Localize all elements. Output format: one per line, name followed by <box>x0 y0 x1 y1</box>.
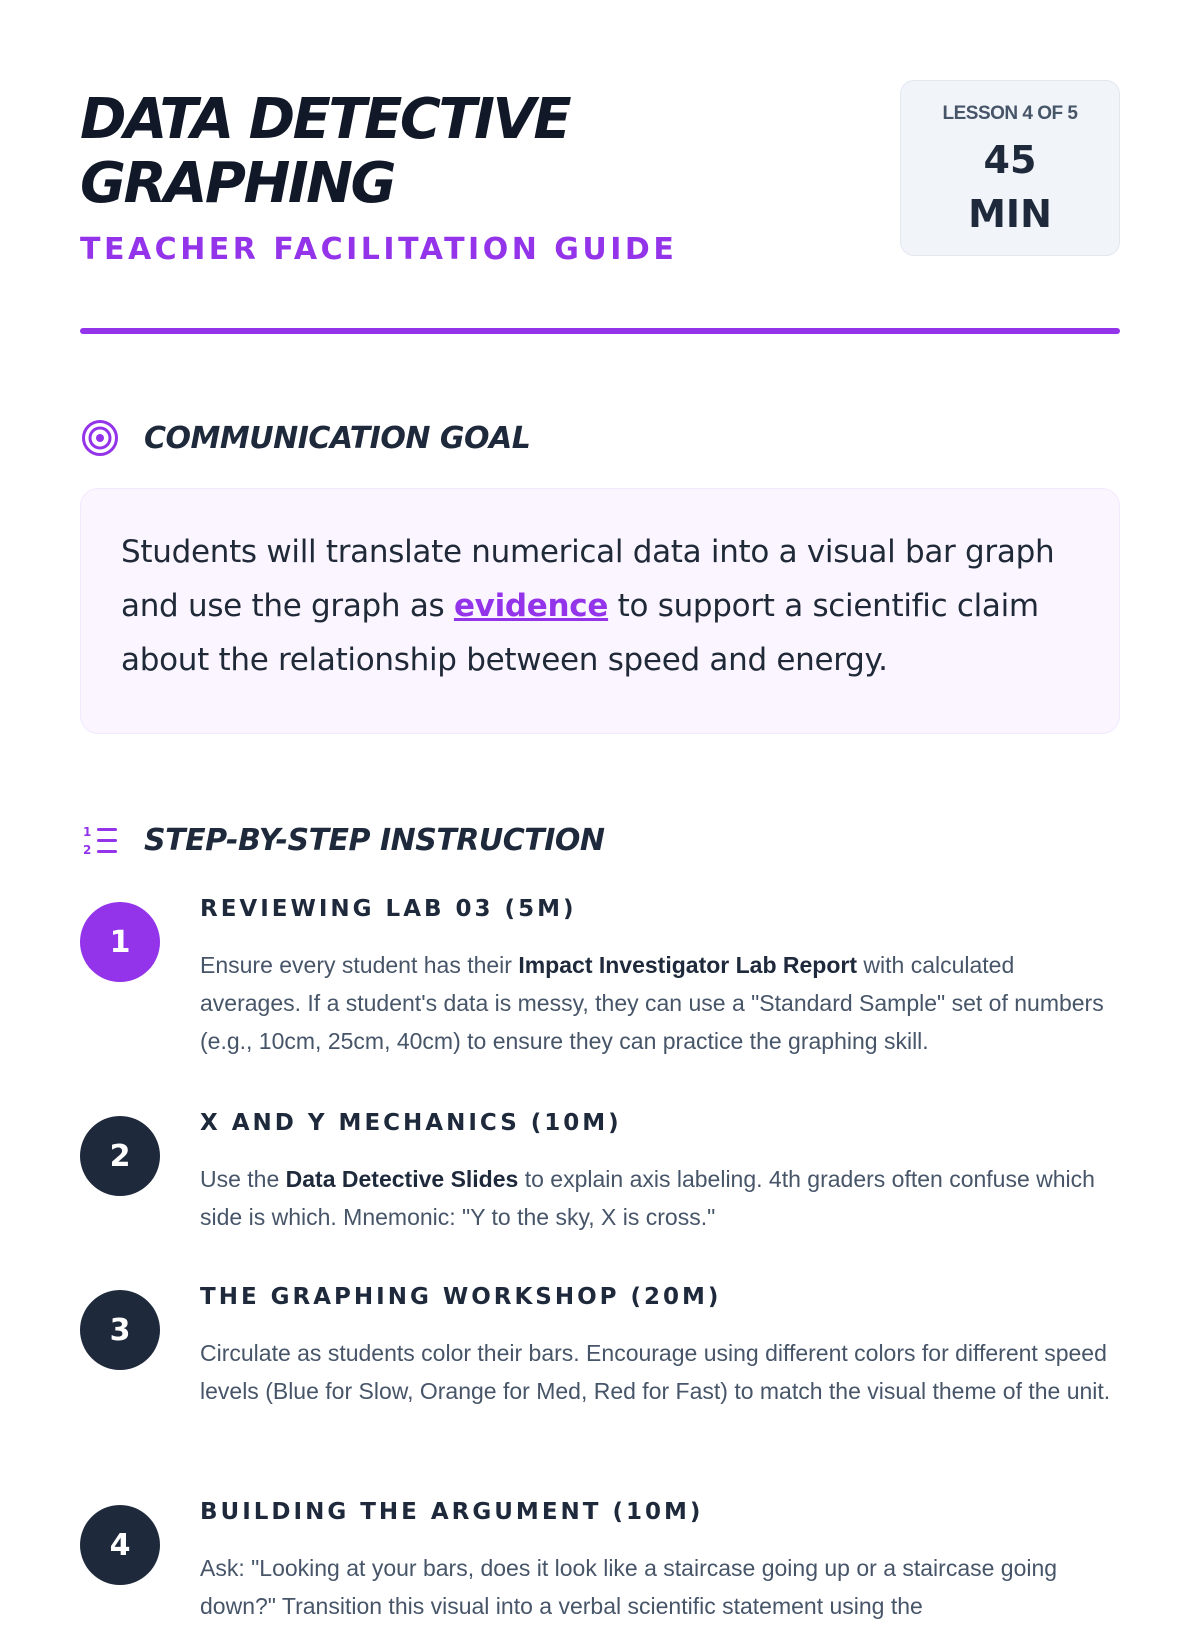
page-title-line-2: GRAPHING <box>80 151 395 216</box>
duration-unit: MIN <box>968 192 1052 236</box>
step-title: THE GRAPHING WORKSHOP (20M) <box>200 1284 722 1310</box>
duration-value: 45 <box>983 138 1037 182</box>
svg-text:2: 2 <box>83 843 92 857</box>
step-body-text: Circulate as students color their bars. Encourage using different colors for different speed levels (Blue for Slow, Orange for Med, Red for Fast) to match the visual theme of the unit. <box>200 1340 1111 1404</box>
step-body <box>200 1334 1120 1410</box>
step-item-2 <box>80 1110 1120 1246</box>
step-body-text: with calculated averages. If a student's data is messy, they can use a "Standard Sample" set of numbers (e.g., 10cm, 25cm, 40cm) to ensure they can practice the graphing skill. <box>200 952 1104 1054</box>
step-title: BUILDING THE ARGUMENT (10M) <box>200 1499 704 1525</box>
step-body-text: to explain axis labeling. 4th graders often confuse which side is which. Mnemonic: "Y to the sky, X is cross." <box>200 1166 1095 1230</box>
slides-resource: Data Detective Slides <box>285 1166 519 1192</box>
goal-text <box>121 525 1079 687</box>
step-number-badge: 1 <box>80 902 160 982</box>
lesson-number-label: LESSON 4 OF 5 <box>942 103 1078 124</box>
step-title: X AND Y MECHANICS (10M) <box>200 1110 622 1136</box>
page-subtitle: TEACHER FACILITATION GUIDE <box>80 232 678 267</box>
page-title-line-1: DATA DETECTIVE <box>80 87 570 152</box>
goal-text-end: to support a scientific claim about the relationship between speed and energy. <box>121 588 1039 678</box>
step-number-badge: 2 <box>80 1116 160 1196</box>
evidence-link[interactable]: evidence <box>453 588 609 624</box>
goal-card <box>80 488 1120 734</box>
goal-text-start: Students will translate numerical data into a visual bar graph and use the graph as <box>121 534 1055 624</box>
step-body <box>200 946 1120 1060</box>
goal-section-header <box>80 416 530 460</box>
step-item-3 <box>80 1284 1120 1460</box>
step-body-text: Ensure every student has their <box>200 952 519 978</box>
target-icon <box>80 418 120 458</box>
step-number-badge: 4 <box>80 1505 160 1585</box>
numbered-list-icon <box>80 820 120 860</box>
step-body <box>200 1160 1120 1236</box>
step-body-text: Ask: "Looking at your bars, does it look like a staircase going up or a staircase going down?" Transition this visual into a verbal scientific statement using the <box>200 1555 1058 1619</box>
lesson-badge <box>900 80 1120 256</box>
step-title: REVIEWING LAB 03 (5M) <box>200 896 577 922</box>
page-header <box>80 80 1120 340</box>
step-item-4 <box>80 1499 1120 1619</box>
step-body-text: Use the <box>200 1166 286 1192</box>
page-title <box>80 88 800 216</box>
svg-text:1: 1 <box>83 825 92 839</box>
instruction-section-header <box>80 818 605 862</box>
instruction-heading: STEP-BY-STEP INSTRUCTION <box>144 822 605 858</box>
goal-heading: COMMUNICATION GOAL <box>144 420 531 456</box>
header-divider <box>80 328 1120 334</box>
step-body <box>200 1549 1120 1625</box>
step-number-badge: 3 <box>80 1290 160 1370</box>
lab-report-resource: Impact Investigator Lab Report <box>518 952 858 978</box>
lesson-duration <box>901 133 1119 241</box>
step-item-1 <box>80 896 1120 1072</box>
